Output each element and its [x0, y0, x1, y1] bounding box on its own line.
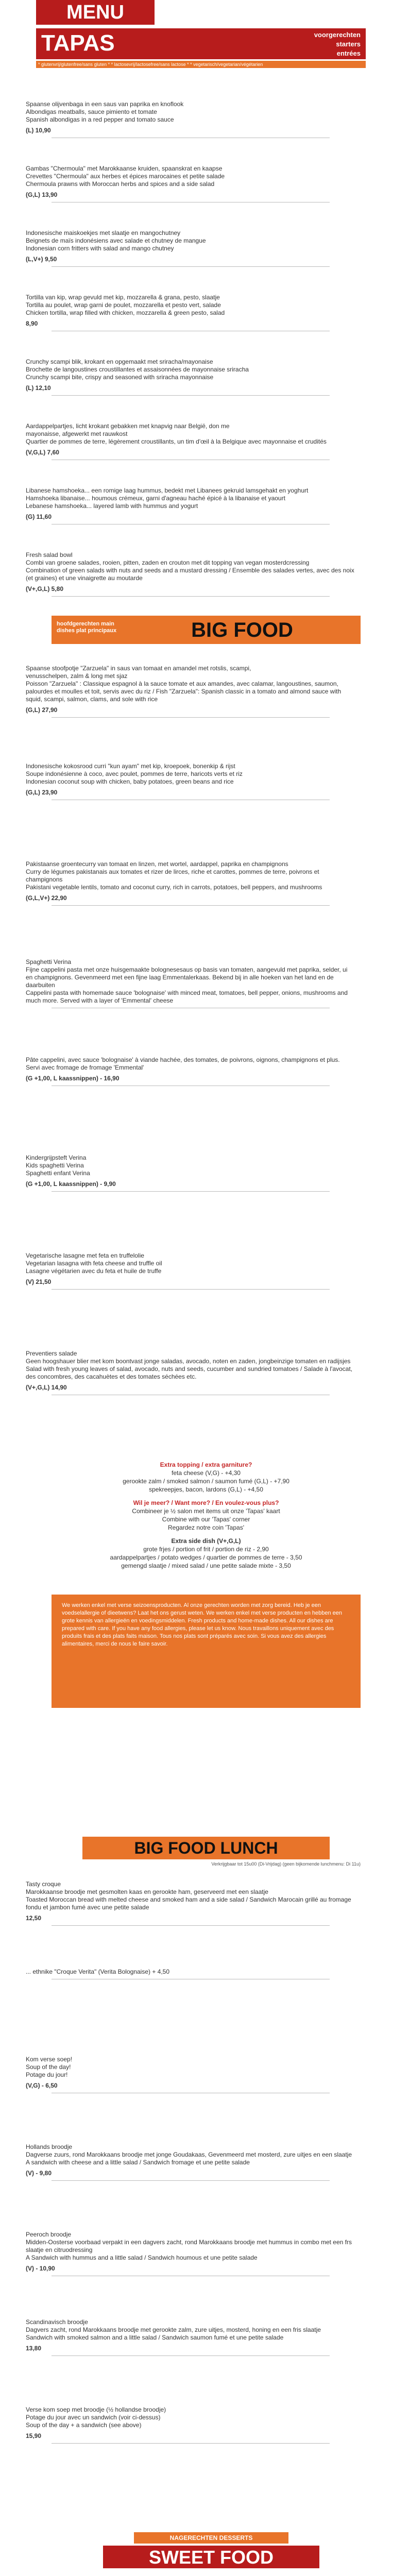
divider — [52, 1925, 330, 1926]
tapas-item-fr: Chermoula prawns with Moroccan herbs and spices and a side salad — [26, 180, 215, 188]
bigfood-item — [26, 958, 355, 1011]
lunch-item-price: (V) - 10,90 — [26, 2265, 55, 2272]
tapas-item-price: 8,90 — [26, 320, 38, 327]
divider — [52, 2355, 330, 2356]
bigfood-title: BIG FOOD — [191, 619, 293, 641]
bigfood-item-en: Curry de légumes pakistanais aux tomates et rizer de lirces, riche et carottes, pommes de terre, poivrons et champignons — [26, 868, 319, 883]
bigfood-label: hoofdgerechten main dishes plat principaux — [57, 621, 117, 634]
bigfood-item-nl: Pâte cappelini, avec sauce 'bolognaise' à viande hachée, des tomates, de poivrons, oignons, champignons et plus. Servi avec fromage de fromage 'Emmental' — [26, 1056, 340, 1071]
bigfood-item-price: (G +1,00, L kaassnippen) - 9,90 — [26, 1180, 116, 1188]
tapas-item — [26, 422, 355, 463]
bigfood-item-en: Vegetarian lasagna with feta cheese and truffle oil — [26, 1260, 162, 1267]
tapas-item-price: (V+,G,L) 5,80 — [26, 585, 64, 592]
tapas-item-nl: Indonesische maiskoekjes met slaatje en mangochutney — [26, 229, 181, 236]
tapas-item — [26, 294, 355, 334]
bigfood-item-en: Fijne cappelini pasta met onze huisgemaakte bolognesesaus op basis van tomaten, aangevuld met paprika, selder, ui en champignons. Gevenmeerd met een fijne laag Emmentalerkaas. Bekend bij in alle hoeken van het land en de daarbuiten — [26, 966, 348, 989]
bigfood-item-fr: Indonesian coconut soup with chicken, baby potatoes, green beans and rice — [26, 778, 234, 785]
sweet-header — [0, 2532, 409, 2573]
tapas-item-fr: Lebanese hamshoeka... layered lamb with hummus and yogurt — [26, 502, 198, 510]
extras-line-3: spekreepjes, bacon, lardons (G,L) - +4,50 — [149, 1486, 263, 1493]
tapas-item-price: (G) 11,60 — [26, 513, 52, 520]
bigfood-header — [0, 616, 409, 647]
lunch-item-fr: Toasted Moroccan bread with melted cheese and smoked ham and a side salad / Sandwich Marocain grillé au fromage fondu et jambon fumé avec une petite salade — [26, 1896, 351, 1911]
bigfood-item-en: Geen hoogshauer blier met kom boontvast jonge saladas, avocado, noten en zaden, jongbeinzige tomaten en radijsjes — [26, 1358, 351, 1365]
lunch-item-en: Midden-Oosterse voorbaad verpakt in een dagvers zacht, rond Marokkaans broodje met hummus in combo met een frs slaatje en citruodressing — [26, 2239, 352, 2253]
bigfood-item-nl: Indonesische kokosrood curri "kun ayam" met kip, kroepoek, bonenkip & rijst — [26, 762, 235, 770]
bigfood-item-en: Kids spaghetti Verina — [26, 1162, 84, 1169]
lunch-item-en: Dagverse zuurs, rond Marokkaans broodje met jonge Goudakaas, Gevenmeerd met mosterd, zure uitjes en een slaatje — [26, 2151, 352, 2158]
tapas-item-fr: Crunchy scampi bite, crispy and seasoned with sriracha mayonnaise — [26, 374, 214, 381]
tapas-item-en: Crevettes "Chermoula" aux herbes et épices marocaines et petite salade — [26, 173, 225, 180]
lunch-item-nl: ... ethnike "Croque Verita" (Verita Bolognaise) + 4,50 — [26, 1968, 170, 1975]
lunch-item-nl: Kom verse soep! — [26, 2056, 73, 2063]
bigfood-item — [26, 1252, 355, 1293]
bigfood-item-fr: Pakistani vegetable lentils, tomato and coconut curry, rich in carrots, potatoes, bell peppers, and mushrooms — [26, 884, 322, 891]
bigfood-item-en: Soupe indonésienne à coco, avec poulet, pommes de terre, haricots verts et riz — [26, 770, 243, 777]
lunch-item-nl: Peeroch broodje — [26, 2231, 72, 2238]
lunch-item-fr: Potage du jour! — [26, 2071, 68, 2078]
lunch-item-fr: Soup of the day + a sandwich (see above) — [26, 2421, 142, 2429]
tapas-item-fr: Quartier de pommes de terre, légèrement croustillants, un tim d'œil à la Belgique avec mayonnaise et crudités — [26, 438, 327, 445]
lunch-note: Verkrijgbaar tot 15u00 (Di-Vrijdag) (geen bijkomende lunchmenu: Di 11u) — [211, 1861, 361, 1867]
tapas-title: TAPAS — [41, 30, 115, 56]
lunch-item-en: Potage du jour avec un sandwich (voir ci-dessus) — [26, 2414, 161, 2421]
lunch-item-price: 15,90 — [26, 2432, 42, 2439]
allergy-notice-text: We werken enkel met verse seizoensproducten. Al onze gerechten worden met zorg bereid. Heb je een voedselallergie of dieetwens? Laat het ons gerust weten. We werken enkel met verse producten en hebben een grote kennis van allergieën en voedingsmiddelen. Fresh products and home-made dishes. All our dishes are prepared with care. If you have any food allergies, please let us know. Nous travaillons uniquement avec des produits frais et des plats faits maison. Tous nos plats sont préparés avec soin. Si vous avez des allergies alimentaires, merci de nous le faire savoir. — [62, 1602, 343, 1647]
tapas-item-fr: Combination of green salads with nuts and seeds and a mustard dressing / Ensemble des salades vertes, avec des noix (et graines) et une vinaigrette au moutarde — [26, 567, 354, 582]
tapas-item-nl: Libanese hamshoeka... een romige laag hummus, bedekt met Libanees gekruid lamsgehakt en yoghurt — [26, 487, 309, 494]
extras-line-7: grote frjes / portion of frit / portion de riz - 2,90 — [143, 1546, 269, 1553]
tapas-item-fr: Spanish albondigas in a red pepper and tomato sauce — [26, 116, 174, 123]
bigfood-item-price: (G,L) 23,90 — [26, 789, 58, 796]
tapas-item-nl: Fresh salad bowl — [26, 551, 73, 558]
bigfood-item — [26, 665, 355, 721]
tapas-item — [26, 551, 355, 600]
divider — [52, 266, 330, 267]
lunch-item-price: 12,50 — [26, 1914, 42, 1922]
bigfood-item-fr: Salad with fresh young leaves of salad, avocado, nuts and seeds, cucumber and sundried tomatoes / Salade à l'avocat, des concombres, des cacahuètes et des tomates séchées etc. — [26, 1365, 353, 1380]
bigfood-item-price: (G,L) 27,90 — [26, 706, 58, 714]
menu-header — [0, 0, 409, 88]
lunch-item — [26, 1968, 355, 1982]
lunch-item — [26, 2056, 355, 2096]
extras-block — [52, 1461, 361, 1570]
header-right-bot: entrées — [336, 49, 361, 57]
tapas-item — [26, 165, 355, 206]
extras-line-8: aardappelpartjes / potato wedges / quartier de pommes de terre - 3,50 — [110, 1554, 302, 1561]
tapas-item-en: Beignets de maïs indonésiens avec salade et chutney de mangue — [26, 237, 206, 244]
extras-side-title: Extra side dish (V+,G,L) — [171, 1537, 241, 1545]
sweet-top-label: NAGERECHTEN DESSERTS — [169, 2534, 253, 2541]
tapas-item-en: Albondigas meatballs, sauce pimiento et tomate — [26, 108, 157, 115]
tapas-item-en: Hamshoeka libanaise... houmous crémeux, garni d'agneau haché épicé à la libanaise et yaourt — [26, 495, 285, 502]
lunch-item — [26, 2231, 355, 2279]
bigfood-item — [26, 762, 355, 803]
tapas-item-price: (L) 10,90 — [26, 127, 51, 134]
tapas-item — [26, 487, 355, 528]
lunch-item-en: Soup of the day! — [26, 2063, 71, 2071]
extras-line-2: gerookte zalm / smoked salmon / saumon fumé (G,L) - +7,90 — [123, 1478, 289, 1485]
tapas-item-en: mayonaisse, afgewerkt met rauwkost — [26, 430, 128, 437]
lunch-item-price: 13,80 — [26, 2345, 42, 2352]
lunch-item — [26, 2318, 355, 2359]
tapas-item-en: Brochette de langoustines croustillantes et assaisonnées de mayonnaise sriracha — [26, 366, 249, 373]
bigfood-item-fr: Cappelini pasta with homemade sauce 'bolognaise' with minced meat, tomatoes, bell pepper, onions, mushrooms and much more. Served with a layer of 'Emmental' cheese — [26, 989, 348, 1004]
bigfood-item-nl: Pakistaanse groentecurry van tomaat en linzen, met wortel, aardappel, paprika en champignons — [26, 860, 288, 868]
extras-title: Extra topping / extra garniture? — [160, 1461, 252, 1468]
bigfood-item-nl: Spaghetti Verina — [26, 958, 72, 965]
tapas-item-nl: Tortilla van kip, wrap gevuld met kip, mozzarella & grana, pesto, slaatje — [26, 294, 220, 301]
tapas-item-price: (L,V+) 9,50 — [26, 256, 57, 263]
extras-line-5: Combine with our 'Tapas' corner — [162, 1516, 250, 1523]
bigfood-item-nl: Vegetarische lasagne met feta en truffelolie — [26, 1252, 144, 1259]
bigfood-item-en: venusschelpen, zalm & long met sjaz — [26, 672, 128, 680]
extras-line-1: feta cheese (V,G) - +4,30 — [172, 1469, 241, 1477]
bigfood-item-fr: Spaghetti enfant Verina — [26, 1170, 90, 1177]
lunch-item-price: (V) - 9,80 — [26, 2170, 52, 2177]
bigfood-item-nl: Kindergrijpsteft Verina — [26, 1154, 87, 1161]
tapas-item-price: (V,G,L) 7,60 — [26, 449, 59, 456]
tapas-item-nl: Spaanse olijvenbaga in een saus van paprika en knoflook — [26, 100, 184, 108]
tapas-item-nl: Aardappelpartjes, licht krokant gebakken met knapvig naar België, don me — [26, 422, 230, 430]
tapas-item — [26, 100, 355, 141]
header-right-mid: starters — [336, 40, 361, 48]
divider — [52, 596, 330, 597]
lunch-item — [26, 2406, 355, 2447]
tapas-item-fr: Chicken tortilla, wrap filled with chicken, mozzarella & green pesto, salad — [26, 309, 225, 316]
tapas-item-en: Combi van groene salades, rooien, pitten, zaden en crouton met dit topping van vegan mosterdcressing — [26, 559, 310, 566]
lunch-item-nl: Verse kom soep met broodje (½ hollandse broodje) — [26, 2406, 166, 2413]
tapas-item-price: (G,L) 13,90 — [26, 191, 58, 198]
lunch-item — [26, 1880, 355, 1929]
sweet-title: SWEET FOOD — [149, 2547, 274, 2568]
bigfood-item — [26, 1154, 355, 1195]
lunch-item-nl: Tasty croque — [26, 1880, 61, 1888]
lunch-title: BIG FOOD LUNCH — [134, 1839, 278, 1857]
bigfood-item — [26, 1056, 355, 1089]
extras-line-4: Combineer je ½ salon met items uit onze 'Tapas' kaart — [132, 1507, 280, 1515]
extras-line-9: gemengd slaatje / mixed salad / une petite salade mixte - 3,50 — [121, 1562, 291, 1569]
lunch-item-en: Marokkaanse broodje met gesmolten kaas en gerookte ham, geserveerd met een slaatje — [26, 1888, 268, 1895]
lunch-item-nl: Scandinavisch broodje — [26, 2318, 88, 2326]
bigfood-item — [26, 1350, 355, 1398]
tapas-item-price: (L) 12,10 — [26, 384, 51, 392]
bigfood-item-price: (G +1,00, L kaassnippen) - 16,90 — [26, 1075, 120, 1082]
extras-line-6: Regardez notre coin 'Tapas' — [167, 1524, 244, 1531]
lunch-item-en: Dagvers zacht, rond Marokkaans broodje met gerookte zalm, zure uitjes, mosterd, honing en een fris slaatje — [26, 2326, 321, 2333]
divider — [52, 1191, 330, 1192]
lunch-item-fr: A Sandwich with hummus and a little salad / Sandwich houmous et une petite salade — [26, 2254, 258, 2261]
lunch-item-fr: A sandwich with cheese and a little salad / Sandwich fromage et une petite salade — [26, 2159, 250, 2166]
bigfood-item-price: (V+,G,L) 14,90 — [26, 1384, 67, 1391]
bigfood-item-price: (V) 21,50 — [26, 1278, 52, 1285]
lunch-header — [0, 1837, 409, 1878]
extras-more-title: Wil je meer? / Want more? / En voulez-vous plus? — [133, 1499, 279, 1506]
divider — [52, 2180, 330, 2181]
lunch-item — [26, 2143, 355, 2184]
bigfood-item-price: (G,L,V+) 22,90 — [26, 894, 67, 902]
header-tagline: * glutenvrij/glutenfree/sans gluten * * lactosevrij/lactosefree/sans lactose * * vegetarisch/vegetarian/végétarien — [36, 61, 366, 68]
header-right-top: voorgerechten — [314, 31, 361, 39]
tapas-item-en: Tortilla au poulet, wrap garni de poulet, mozzarella et pesto vert, salade — [26, 301, 221, 309]
tapas-item — [26, 229, 355, 270]
bigfood-item-nl: Spaanse stoofpotje "Zarzuela" in saus van tomaat en amandel met rotslis, scampi, — [26, 665, 251, 672]
divider — [52, 905, 330, 906]
tapas-item-nl: Crunchy scampi blik, krokant en opgemaakt met sriracha/mayonaise — [26, 358, 213, 365]
tapas-item — [26, 358, 355, 399]
divider — [52, 717, 330, 718]
bigfood-item-fr: Poisson "Zarzuela" : Classique espagnol à la sauce tomate et aux amandes, avec calamar, langoustines, saumon, palourdes et moulles et toit, servis avec du riz / Fish "Zarzuela": Spanish classic in a tomato and almond sauce with squid, scampi, salmon, clams, and sole with rice — [26, 680, 342, 703]
menu-title: MENU — [66, 2, 124, 23]
lunch-item-nl: Hollands broodje — [26, 2143, 73, 2150]
allergy-notice — [52, 1595, 361, 1708]
tapas-item-nl: Gambas "Chermoula" met Marokkaanse kruiden, spaanskrat en kaapse — [26, 165, 223, 172]
bigfood-item-nl: Preventiers salade — [26, 1350, 77, 1357]
lunch-item-fr: Sandwich with smoked salmon and a little salad / Sandwich saumon fumé et une petite salade — [26, 2334, 284, 2341]
bigfood-item — [26, 860, 355, 909]
divider — [52, 1289, 330, 1290]
tapas-item-fr: Indonesian corn fritters with salad and mango chutney — [26, 245, 174, 252]
divider — [52, 2443, 330, 2444]
bigfood-item-fr: Lasagne végétarien avec du feta et huile de truffe — [26, 1267, 162, 1275]
divider — [52, 395, 330, 396]
lunch-item-price: (V,G) - 6,50 — [26, 2082, 58, 2089]
